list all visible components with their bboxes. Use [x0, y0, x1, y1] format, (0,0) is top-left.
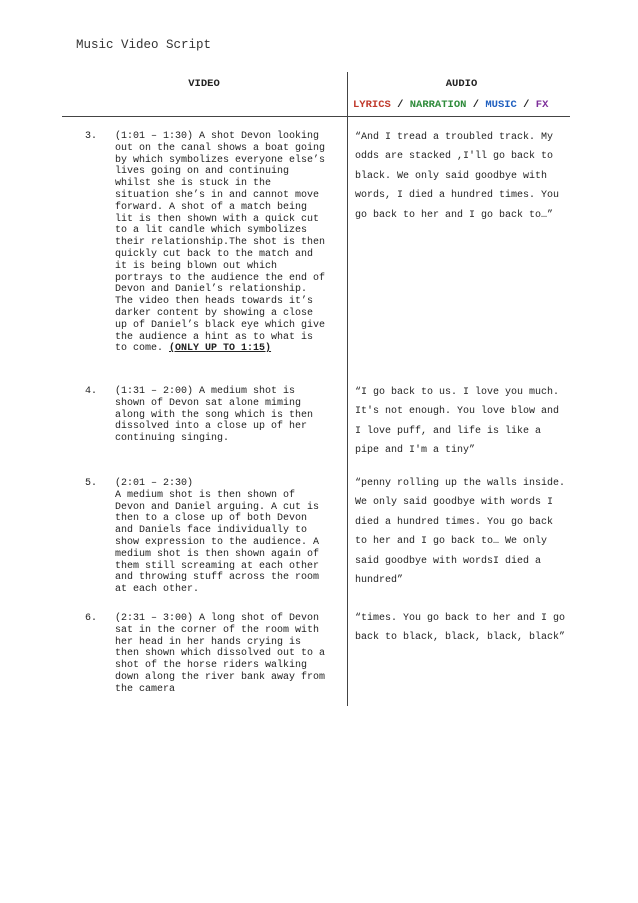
legend-separator: /	[516, 99, 536, 111]
column-divider	[347, 72, 348, 706]
legend-narration: NARRATION	[409, 99, 467, 111]
row-audio-text: “And I tread a troubled track. My odds are stacked ,I'll go back to black. We only said goodbye with words, I died a hundred times. You go back to her and I go back to…”	[355, 132, 560, 221]
row-number: 3.	[85, 131, 98, 142]
row-audio-text: “times. You go back to her and I go back to black, black, black, black”	[355, 613, 566, 644]
row-video-text: (2:01 – 2:30) A medium shot is then shown of Devon and Daniel arguing. A cut is then to a close up of both Devon and Daniels face individually to show expression to the audience. A medium shot is then shown again of them still screaming at each other and throwing stuff across the room at each other.	[115, 478, 320, 596]
header-divider	[62, 116, 570, 117]
row-video-note: (ONLY UP TO 1:15)	[169, 343, 272, 355]
audio-legend	[353, 99, 548, 111]
video-column-header: VIDEO	[188, 78, 220, 90]
row-number: 4.	[85, 386, 98, 397]
legend-music: MUSIC	[485, 99, 517, 111]
document-title: Music Video Script	[76, 38, 212, 52]
row-audio-text: “I go back to us. I love you much. It's not enough. You love blow and I love puff, and life is like a pipe and I'm a tiny”	[355, 387, 560, 457]
audio-column-header: AUDIO	[445, 78, 478, 90]
row-number: 6.	[85, 613, 98, 624]
legend-separator: /	[390, 99, 410, 111]
legend-fx: FX	[535, 99, 549, 111]
row-audio-text: “penny rolling up the walls inside. We only said goodbye with words I died a hundred times. You go back to her and I go back to… We only said goodbye with wordsI died a hundred”	[355, 478, 566, 587]
row-video-text	[115, 131, 343, 355]
row-video-text: (2:31 – 3:00) A long shot of Devon sat in the corner of the room with her head in her hands crying is then shown which dissolved out to a shot of the horse riders walking down along the river bank away from the camera	[115, 613, 326, 695]
legend-separator: /	[466, 99, 486, 111]
row-video-text: (1:31 – 2:00) A medium shot is shown of Devon sat alone miming along with the song which is then dissolved into a close up of her continuing singing.	[115, 386, 314, 445]
row-number: 5.	[85, 478, 98, 489]
row-video-body: (1:01 – 1:30) A shot Devon looking out on the canal shows a boat going by which symbolizes everyone else’s lives going on and continuing whilst she is stuck in the situation she’s in and cannot move forward. A shot of a match being lit is then shown with a quick cut to a lit candle which symbolizes their relationship.The shot is then quickly cut back to the match and it is being blown out which portrays to the audience the end of Devon and Daniel’s relationship. The video then heads towards it’s darker content by showing a close up of Daniel’s black eye which give the audience a hint as to what is to come.	[115, 131, 326, 355]
legend-lyrics: LYRICS	[353, 99, 391, 111]
